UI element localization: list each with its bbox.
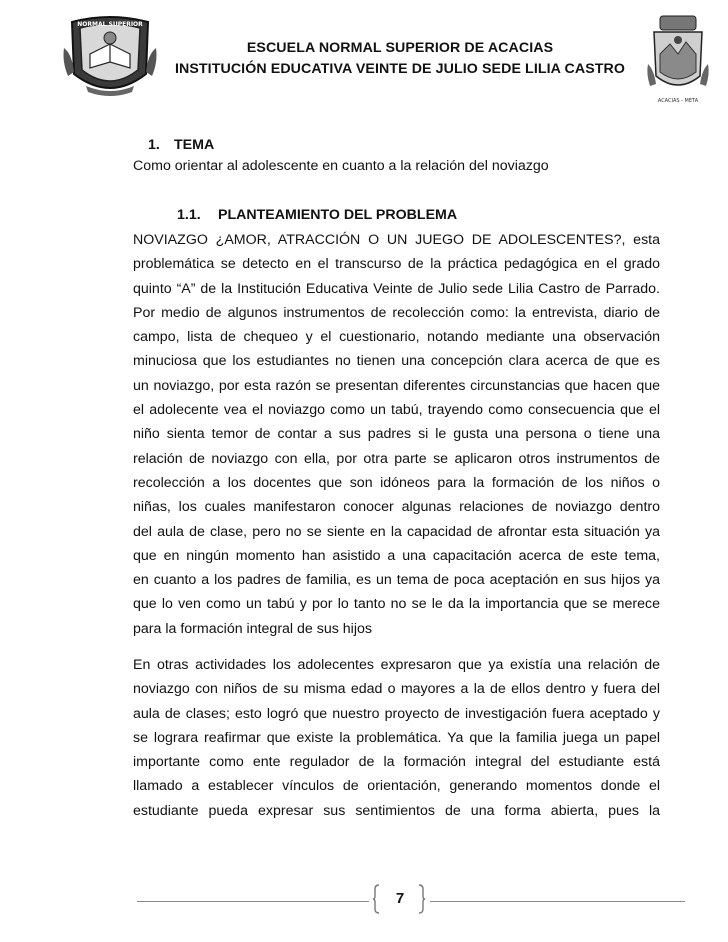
section-number: 1. (148, 137, 160, 153)
left-brace-icon (372, 884, 380, 914)
text-line: En otras actividades los adolecentes expresaron que ya existía una relación de (133, 657, 660, 673)
institution-shield-icon (646, 14, 710, 106)
subsection-heading-planteamiento (177, 207, 457, 223)
text-line: se lograra reafirmar que existe la problemática. Ya que la familia juega un papel (133, 729, 660, 746)
text-line: noviazgo con niños de su misma edad o mayores a la de ellos dentro y fuera del (133, 681, 660, 698)
school-crest-logo (60, 14, 160, 98)
paragraph-activities (133, 653, 660, 823)
text-line: que en ningún momento han asistido a una capacitación acerca de este tema, (133, 547, 660, 564)
text-line: estudiante pueda expresar sus sentimientos de una forma abierta, pues la (133, 802, 660, 819)
text-line: niñas, los cuales manifestaron conocer algunas relaciones de noviazgo dentro (133, 499, 660, 516)
section-title: TEMA (174, 137, 215, 153)
text-line: problemática se detecto en el transcurso de la práctica pedagógica en el grado (133, 256, 660, 273)
text-line: el adolecente vea el noviazgo como un tabú, trayendo como consecuencia que el (133, 402, 660, 419)
section-heading-tema (148, 137, 214, 153)
text-line: llamado a establecer vínculos de orientación, generando momentos donde el (133, 778, 660, 795)
text-line: recolección a los docentes que son idóneos para la formación de los niños o (133, 474, 660, 491)
text-line: en cuanto a los padres de familia, es un tema de poca aceptación en sus hijos ya (133, 572, 660, 589)
page-number: 7 (395, 890, 405, 907)
text-line: aula de clases; esto logró que nuestro proyecto de investigación fuera aceptado y (133, 705, 660, 722)
right-brace-icon (418, 884, 426, 914)
footer-rule-right (430, 901, 685, 902)
text-line: NOVIAZGO ¿AMOR, ATRACCIÓN O UN JUEGO DE ADOLESCENTES?, esta (133, 232, 660, 248)
institution-name: INSTITUCIÓN EDUCATIVA VEINTE DE JULIO SEDE LILIA CASTRO (174, 61, 626, 77)
text-line: un noviazgo, por esta razón se presentan diferentes circunstancias que hacen que (133, 377, 660, 394)
text-line: Por medio de algunos instrumentos de recolección como: la entrevista, diario de (133, 304, 660, 321)
text-line: que lo ven como un tabú y por lo tanto no se le da la importancia que se merece (133, 596, 660, 613)
text-line: para la formación integral de sus hijos (133, 620, 372, 637)
crest-lettering: NORMAL SUPERIOR (77, 21, 143, 28)
paragraph-problem-statement (133, 228, 660, 641)
tema-text: Como orientar al adolescente en cuanto a la relación del noviazgo (133, 158, 549, 174)
subsection-number: 1.1. (177, 207, 201, 223)
school-name: ESCUELA NORMAL SUPERIOR DE ACACIAS (246, 40, 554, 56)
text-line: minuciosa que los estudiantes no tienen una concepción clara acerca de que es (133, 353, 660, 370)
text-line: niño sienta temor de contar a sus padres si le gusta una persona o tiene una (133, 426, 660, 443)
school-crest-icon (60, 14, 160, 98)
subsection-title: PLANTEAMIENTO DEL PROBLEMA (218, 207, 458, 223)
text-line: quinto “A” de la Institución Educativa Veinte de Julio sede Lilia Castro de Parrado. (133, 280, 660, 297)
text-line: del aula de clase, pero no se siente en la capacidad de afrontar esta situación ya (133, 523, 660, 540)
footer-rule-left (137, 901, 369, 902)
shield-caption: ACACIAS - META (657, 98, 699, 104)
text-line: relación de noviazgo con ella, por otra parte se aplicaron otros instrumentos de (133, 450, 660, 467)
text-line: importante como ente regulador de la formación integral del estudiante está (133, 754, 660, 771)
institution-shield-logo (646, 14, 710, 106)
text-line: campo, lista de chequeo y el cuestionario, notando mediante una observación (133, 329, 660, 346)
